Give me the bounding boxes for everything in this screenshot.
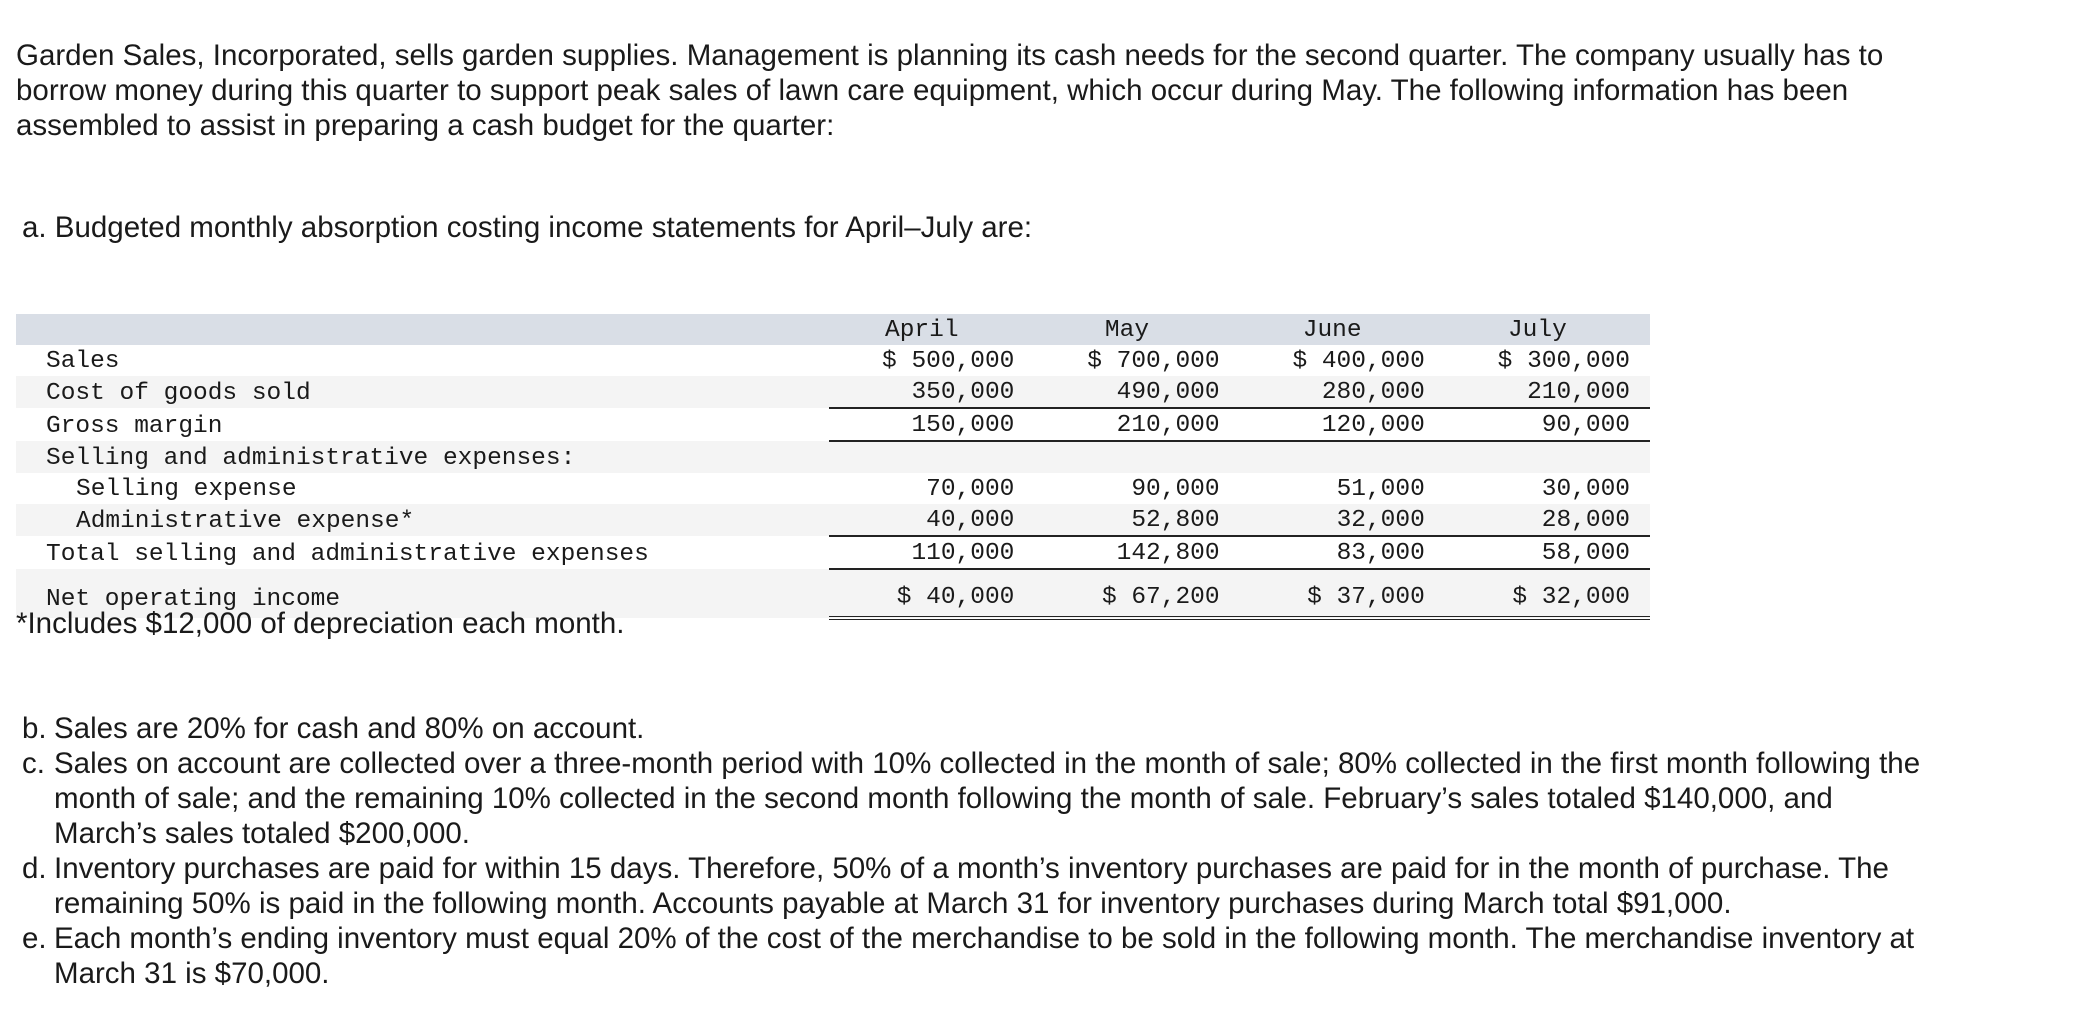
cell-april: $ 500,000 [882, 348, 1015, 375]
row-label: Net operating income [16, 569, 829, 618]
table-row-cogs [16, 376, 1650, 408]
cell-may: 90,000 [1131, 476, 1220, 503]
list-marker: b. [22, 712, 47, 745]
intro-paragraph: Garden Sales, Incorporated, sells garden supplies. Management is planning its cash needs for the second quarter. The company usually has to borrow money during this quarter to support peak sales of lawn care equipment, which occur during May. The following information has been assembled to assist in preparing a cash budget for the quarter: [16, 39, 1884, 142]
depreciation-footnote: *Includes $12,000 of depreciation each month. [16, 607, 625, 640]
cell-june: 83,000 [1240, 536, 1445, 569]
cell-june: 280,000 [1240, 376, 1445, 408]
cell-may: 210,000 [1034, 408, 1239, 441]
list-item-d [22, 851, 1922, 921]
income-statement-table [16, 314, 1650, 620]
cell-may [1034, 441, 1239, 473]
table-header-row [16, 314, 1650, 345]
cell-april: $ 40,000 [829, 569, 1034, 618]
row-label: Cost of goods sold [16, 376, 829, 408]
header-april: April [829, 314, 1034, 345]
row-label: Sales [46, 348, 120, 375]
cell-april: 110,000 [829, 536, 1034, 569]
cell-may: 52,800 [1034, 504, 1239, 536]
cell-june [1240, 441, 1445, 473]
table-row-admin-expense [16, 504, 1650, 536]
header-july: July [1445, 314, 1650, 345]
cell-april: 350,000 [829, 376, 1034, 408]
cell-may: $ 67,200 [1034, 569, 1239, 618]
header-may: May [1034, 314, 1239, 345]
cell-april: 40,000 [829, 504, 1034, 536]
cell-june: $ 400,000 [1292, 348, 1425, 375]
cell-june: 32,000 [1240, 504, 1445, 536]
list-marker: e. [22, 922, 47, 955]
list-item-text: Sales on account are collected over a three-month period with 10% collected in the month of sale; 80% collected in the first month following the month of sale; and the remaining 10% collected in the second month following the month of sale. February’s sales totaled $140,000, and March’s sales totaled $200,000. [54, 747, 1921, 850]
row-label: Selling and administrative expenses: [16, 441, 829, 473]
cell-may: 142,800 [1034, 536, 1239, 569]
list-item-text: Sales are 20% for cash and 80% on account. [54, 712, 645, 745]
list-marker: d. [22, 852, 47, 885]
cell-june: $ 37,000 [1240, 569, 1445, 618]
cell-may: $ 700,000 [1087, 348, 1220, 375]
header-label-cell [16, 314, 829, 345]
assumptions-list [22, 711, 1922, 991]
table-row-selling-expense [16, 473, 1650, 504]
list-item-b [22, 711, 1922, 746]
cell-june: 51,000 [1336, 476, 1425, 503]
cell-july: 90,000 [1445, 408, 1650, 441]
list-item-text: Each month’s ending inventory must equal 20% of the cost of the merchandise to be sold in the following month. The merchandise inventory at March 31 is $70,000. [54, 922, 1915, 990]
cell-july [1445, 441, 1650, 473]
cell-july: 30,000 [1541, 476, 1630, 503]
cell-july: 58,000 [1445, 536, 1650, 569]
cell-april: 150,000 [829, 408, 1034, 441]
table-row-sga-heading [16, 441, 1650, 473]
row-label: Selling expense [76, 476, 297, 503]
cell-july: 28,000 [1445, 504, 1650, 536]
table-row-gross-margin [16, 408, 1650, 441]
cell-april [829, 441, 1034, 473]
cell-july: $ 300,000 [1497, 348, 1630, 375]
list-item-c [22, 746, 1922, 851]
list-item-e [22, 921, 1922, 991]
list-marker: c. [22, 747, 45, 780]
cell-july: $ 32,000 [1445, 569, 1650, 618]
table-row-total-sga [16, 536, 1650, 569]
cell-july: 210,000 [1445, 376, 1650, 408]
cell-may: 490,000 [1034, 376, 1239, 408]
part-a-heading: a. Budgeted monthly absorption costing income statements for April–July are: [22, 211, 1033, 244]
cell-june: 120,000 [1240, 408, 1445, 441]
table-row-sales [16, 345, 1650, 376]
cell-april: 70,000 [926, 476, 1015, 503]
row-label: Total selling and administrative expenses [46, 541, 649, 568]
list-item-text: Inventory purchases are paid for within 15 days. Therefore, 50% of a month’s inventory purchases are paid for in the month of purchase. The remaining 50% is paid in the following month. Accounts payable at March 31 for inventory purchases during March total $91,000. [54, 852, 1889, 920]
row-label: Administrative expense* [16, 504, 829, 536]
row-label: Gross margin [46, 413, 223, 440]
header-june: June [1240, 314, 1445, 345]
